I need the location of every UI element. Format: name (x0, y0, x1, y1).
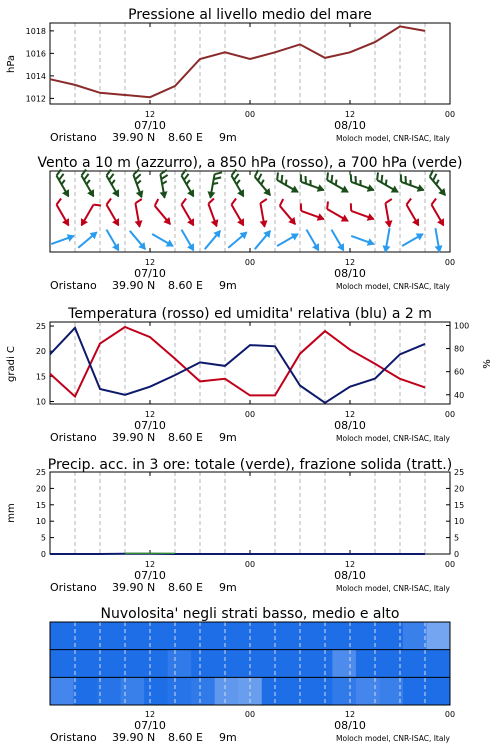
precipitation-ytick-label: 5 (40, 533, 46, 543)
precipitation-model-credit: Moloch model, CNR-ISAC, Italy (336, 584, 450, 593)
wind-barb-2 (328, 228, 347, 254)
precipitation-panel (6, 457, 452, 523)
wind-barb-0 (52, 170, 76, 200)
cloud-cell (144, 650, 168, 678)
wind-barb-1 (78, 200, 102, 230)
wind-barb-2 (226, 229, 250, 251)
wind-xtick-label: 00 (444, 258, 456, 267)
wind-date-label: 08/10 (334, 267, 366, 280)
cloud-cell (309, 650, 333, 678)
wind-model-credit: Moloch model, CNR-ISAC, Italy (336, 282, 450, 291)
wind-barb-head (291, 230, 301, 240)
precipitation-location-alt: 9m (219, 581, 237, 594)
wind-location-lat: 39.90 N (112, 279, 156, 292)
wind-title: Vento a 10 m (azzurro), a 850 hPa (rosso), a 700 hPa (verde) (37, 155, 463, 171)
wind-barb-feather (108, 174, 116, 180)
wind-barb-head (385, 220, 394, 228)
pressure-xtick-label: 12 (144, 110, 156, 119)
cloud-cell (168, 677, 192, 705)
wind-barb-1 (297, 203, 327, 223)
pressure-line (50, 26, 425, 97)
temperature-date-label: 07/10 (134, 419, 166, 432)
wind-barb-feather (398, 174, 403, 182)
wind-barb-1 (256, 199, 272, 228)
precipitation-xtick-label: 12 (344, 560, 356, 569)
wind-barb-head (341, 186, 351, 196)
precipitation-frame (50, 472, 450, 554)
cloud-cell (332, 650, 356, 678)
wind-barb-1 (347, 203, 377, 223)
wind-barb-0 (206, 171, 222, 200)
cloud-title: Nuvolosita' negli strati basso, medio e alto (100, 606, 400, 622)
wind-barb-2 (127, 228, 149, 252)
precipitation-ytick-label: 15 (35, 500, 46, 510)
wind-barb-2 (381, 227, 393, 253)
pressure-location-name: Oristano (50, 131, 97, 144)
precipitation-right-ytick-label: 5 (454, 533, 460, 543)
cloud-cell (309, 677, 333, 705)
wind-barb-head (260, 220, 269, 228)
wind-barb-0 (323, 172, 353, 196)
cloud-location-lat: 39.90 N (112, 731, 156, 744)
wind-barb-head (237, 189, 247, 199)
pressure-ytick-label: 1014 (25, 71, 46, 81)
wind-barb-feather (278, 199, 285, 206)
wind-barb-head (416, 230, 426, 240)
cloud-cell (74, 650, 98, 678)
wind-barb-1 (52, 199, 76, 229)
cloud-cell (144, 622, 168, 650)
wind-barb-feather (183, 174, 191, 180)
wind-barb-0 (273, 172, 303, 196)
wind-barb-1 (275, 199, 301, 228)
pressure-location-lon: 8.60 E (168, 131, 203, 144)
cloud-xtick-label: 12 (344, 710, 356, 719)
cloud-cell (332, 677, 356, 705)
wind-barb-head (187, 218, 197, 228)
precipitation-ylabel: mm (6, 503, 17, 523)
wind-barb-head (112, 189, 122, 199)
cloud-cell (50, 622, 74, 650)
cloud-cell (285, 677, 309, 705)
precipitation-location-lon: 8.60 E (168, 581, 203, 594)
cloud-cell (121, 622, 145, 650)
temperature-location-lon: 8.60 E (168, 431, 203, 444)
wind-barb-2 (50, 232, 76, 248)
wind-barb-1 (402, 199, 426, 229)
precipitation-xtick-label: 00 (444, 560, 456, 569)
wind-barb-2 (103, 228, 122, 254)
wind-barb-head (187, 189, 197, 199)
wind-barb-feather (298, 203, 303, 211)
wind-barb-head (62, 218, 72, 228)
pressure-panel (6, 7, 372, 73)
temperature-location-lat: 39.90 N (112, 431, 156, 444)
pressure-title: Pressione al livello medio del mare (128, 7, 372, 23)
wind-barb-1 (323, 201, 353, 225)
cloud-cell (262, 622, 286, 650)
cloud-location-lon: 8.60 E (168, 731, 203, 744)
cloud-cell (426, 650, 450, 678)
wind-barb-feather (348, 174, 353, 182)
precipitation-right-ytick-label: 10 (454, 517, 465, 527)
humidity-ytick-label: 40 (454, 390, 465, 400)
wind-barb-head (136, 190, 146, 199)
cloud-cell (262, 677, 286, 705)
wind-xtick-label: 00 (244, 258, 256, 267)
wind-barb-2 (303, 228, 322, 254)
wind-barb-2 (400, 230, 426, 249)
cloud-cell (215, 650, 239, 678)
pressure-frame (50, 23, 450, 104)
wind-barb-head (211, 219, 221, 228)
wind-barb-head (87, 189, 97, 199)
cloud-cell (403, 677, 427, 705)
pressure-xtick-label: 00 (244, 110, 256, 119)
wind-barb-feather (435, 180, 440, 185)
wind-barb-head (341, 215, 351, 225)
wind-barb-0 (156, 170, 172, 199)
wind-barb-1 (177, 199, 201, 229)
temperature-panel (6, 306, 493, 382)
precipitation-location-lat: 39.90 N (112, 581, 156, 594)
wind-barb-0 (397, 174, 427, 194)
temperature-ylabel: gradi C (6, 346, 17, 382)
temperature-ytick-label: 10 (35, 397, 46, 407)
wind-barb-feather (260, 180, 265, 185)
cloud-date-label: 07/10 (134, 719, 166, 732)
pressure-ytick-label: 1016 (25, 49, 46, 59)
cloud-cell (74, 622, 98, 650)
wind-barb-head (78, 218, 88, 228)
wind-barb-0 (297, 174, 327, 194)
wind-barb-feather (430, 199, 438, 205)
cloud-location-name: Oristano (50, 731, 97, 744)
wind-barb-2 (431, 227, 443, 253)
wind-barb-feather (153, 199, 160, 206)
precipitation-right-ytick-label: 15 (454, 500, 465, 510)
wind-barb-1 (131, 199, 147, 228)
wind-barb-1 (427, 199, 451, 229)
precipitation-xtick-label: 00 (244, 560, 256, 569)
cloud-cell (74, 677, 98, 705)
temperature-xtick-label: 12 (144, 410, 156, 419)
cloud-cell (309, 622, 333, 650)
precipitation-ytick-label: 10 (35, 517, 46, 527)
cloud-cell (191, 650, 215, 678)
wind-barb-head (166, 240, 176, 250)
cloud-xtick-label: 00 (244, 710, 256, 719)
wind-xtick-label: 12 (144, 258, 156, 267)
temperature-location-name: Oristano (50, 431, 97, 444)
wind-barb-feather (135, 199, 142, 203)
precipitation-right-ytick-label: 25 (454, 468, 465, 477)
cloud-cell (215, 677, 239, 705)
wind-barb-1 (381, 199, 397, 228)
temperature-ytick-label: 15 (35, 372, 46, 382)
wind-barb-head (291, 186, 301, 196)
temperature-xtick-label: 00 (444, 410, 456, 419)
cloud-cell (168, 622, 192, 650)
cloud-panel (101, 606, 400, 622)
cloud-cell (191, 677, 215, 705)
wind-barb-1 (150, 199, 176, 228)
precipitation-bar (150, 553, 175, 554)
pressure-location-lat: 39.90 N (112, 131, 156, 144)
wind-barb-feather (298, 174, 303, 182)
cloud-cell (262, 650, 286, 678)
cloud-date-label: 08/10 (334, 719, 366, 732)
cloud-cell (356, 677, 380, 705)
wind-barb-head (160, 191, 169, 199)
wind-barb-feather (55, 199, 63, 205)
precipitation-xtick-label: 12 (144, 560, 156, 569)
cloud-cell (121, 650, 145, 678)
cloud-cell (426, 622, 450, 650)
precipitation-date-label: 07/10 (134, 569, 166, 582)
wind-location-alt: 9m (219, 279, 237, 292)
cloud-cell (426, 677, 450, 705)
wind-barb-0 (347, 174, 377, 194)
wind-barb-feather (230, 199, 238, 205)
wind-barb-0 (129, 170, 149, 200)
cloud-xtick-label: 00 (444, 710, 456, 719)
wind-barb-feather (233, 174, 241, 180)
cloud-cell (332, 622, 356, 650)
cloud-model-credit: Moloch model, CNR-ISAC, Italy (336, 734, 450, 743)
pressure-xtick-label: 00 (444, 110, 456, 119)
wind-barb-2 (350, 232, 376, 248)
wind-barb-feather (83, 174, 91, 180)
temperature-location-alt: 9m (219, 431, 237, 444)
wind-barb-feather (58, 174, 66, 180)
precipitation-title: Precip. acc. in 3 ore: totale (verde), frazione solida (tratt.) (47, 457, 453, 473)
humidity-ytick-label: 80 (454, 344, 465, 354)
temperature-title: Temperatura (rosso) ed umidita' relativa (blu) a 2 m (68, 306, 432, 322)
wind-barb-feather (180, 199, 188, 205)
wind-barb-0 (102, 170, 126, 200)
cloud-cell (97, 677, 121, 705)
wind-barb-head (237, 218, 247, 228)
pressure-location-alt: 9m (219, 131, 237, 144)
wind-barb-head (62, 189, 72, 199)
wind-barb-0 (425, 170, 451, 199)
cloud-cell (285, 622, 309, 650)
cloud-cell (50, 650, 74, 678)
wind-barb-head (391, 186, 401, 196)
pressure-ylabel: hPa (6, 54, 17, 74)
cloud-cell (356, 622, 380, 650)
wind-location-lon: 8.60 E (168, 279, 203, 292)
wind-barb-head (135, 220, 144, 228)
pressure-date-label: 07/10 (134, 119, 166, 132)
pressure-ytick-label: 1018 (25, 26, 46, 36)
cloud-cell (168, 650, 192, 678)
wind-date-label: 07/10 (134, 267, 166, 280)
cloud-xtick-label: 12 (144, 710, 156, 719)
wind-barb-feather (105, 199, 113, 205)
humidity-ytick-label: 60 (454, 367, 465, 377)
wind-panel (37, 155, 462, 171)
precipitation-right-ytick-label: 0 (454, 550, 460, 559)
wind-barb-2 (275, 230, 301, 249)
pressure-model-credit: Moloch model, CNR-ISAC, Italy (336, 134, 450, 143)
wind-barb-2 (202, 227, 224, 251)
precipitation-ytick-label: 0 (40, 550, 46, 559)
temperature-line (50, 327, 425, 397)
precipitation-ytick-label: 20 (35, 484, 46, 494)
pressure-xtick-label: 12 (344, 110, 356, 119)
humidity-ytick-label: 100 (454, 321, 470, 331)
temperature-xtick-label: 00 (244, 410, 256, 419)
cloud-cell (403, 622, 427, 650)
cloud-cell (285, 650, 309, 678)
wind-barb-head (206, 191, 215, 199)
pressure-ytick-label: 1012 (25, 94, 46, 104)
temperature-model-credit: Moloch model, CNR-ISAC, Italy (336, 434, 450, 443)
precipitation-right-ytick-label: 20 (454, 484, 465, 494)
wind-barb-head (412, 218, 422, 228)
wind-barb-feather (385, 199, 392, 203)
wind-xtick-label: 12 (344, 258, 356, 267)
cloud-cell (215, 622, 239, 650)
precipitation-bar (125, 553, 150, 554)
precipitation-ytick-label: 25 (35, 468, 46, 477)
wind-barb-0 (250, 170, 276, 199)
wind-barb-2 (76, 229, 100, 251)
wind-barb-0 (177, 170, 201, 200)
wind-barb-feather (207, 199, 215, 204)
cloud-cell (191, 622, 215, 650)
cloud-cell (97, 650, 121, 678)
humidity-ylabel: % (482, 359, 493, 369)
temperature-ytick-label: 25 (35, 322, 46, 332)
wind-location-name: Oristano (50, 279, 97, 292)
pressure-date-label: 08/10 (334, 119, 366, 132)
wind-barb-1 (227, 199, 251, 229)
wind-barb-1 (204, 199, 224, 229)
wind-barb-head (437, 218, 447, 228)
wind-barb-feather (348, 203, 353, 211)
cloud-cell (403, 650, 427, 678)
wind-barb-1 (102, 199, 126, 229)
wind-barb-head (112, 218, 122, 228)
cloud-cell (50, 677, 74, 705)
temperature-date-label: 08/10 (334, 419, 366, 432)
cloud-cell (144, 677, 168, 705)
temperature-ytick-label: 20 (35, 347, 46, 357)
wind-barb-2 (178, 228, 197, 254)
wind-barb-feather (405, 199, 413, 205)
temperature-xtick-label: 12 (344, 410, 356, 419)
wind-barb-0 (373, 172, 403, 196)
precipitation-date-label: 08/10 (334, 569, 366, 582)
wind-barb-feather (260, 199, 267, 203)
cloud-cell (97, 622, 121, 650)
cloud-cell (121, 677, 145, 705)
wind-barb-feather (215, 171, 222, 175)
wind-barb-0 (227, 170, 251, 200)
precipitation-location-name: Oristano (50, 581, 97, 594)
cloud-location-alt: 9m (219, 731, 237, 744)
wind-barb-2 (150, 231, 176, 250)
wind-barb-2 (252, 227, 274, 251)
wind-barb-0 (77, 170, 101, 200)
cloud-cell (356, 650, 380, 678)
